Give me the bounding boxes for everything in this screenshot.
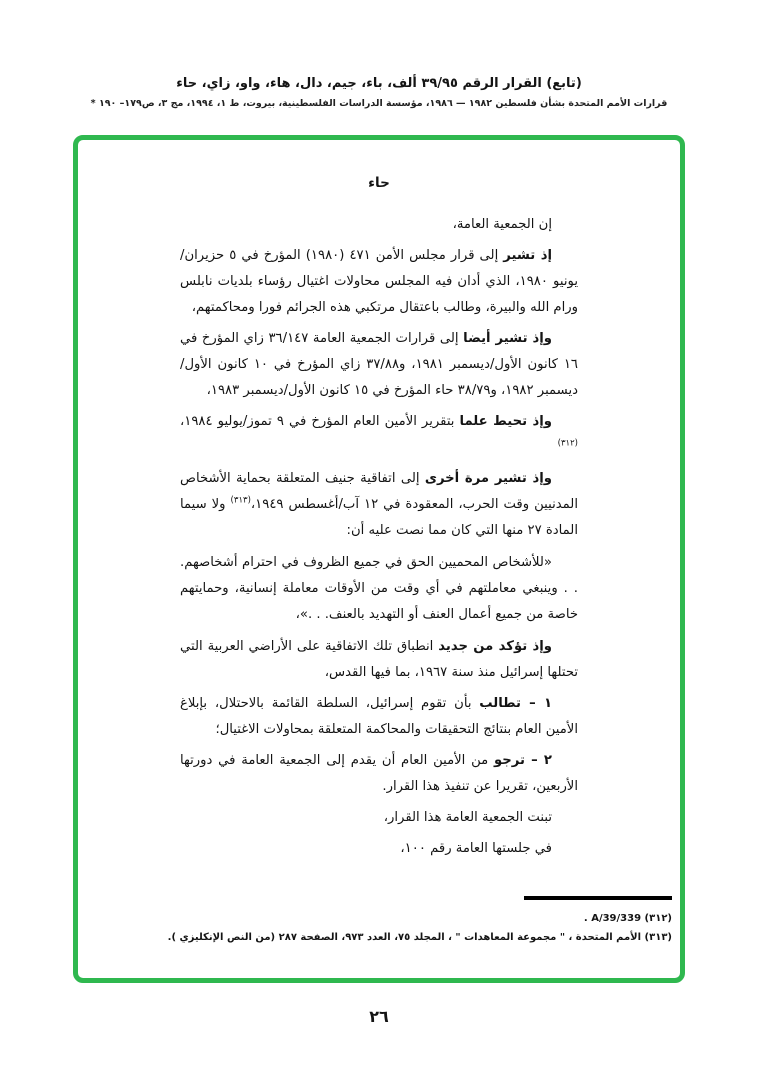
footnote-313 — [86, 928, 672, 947]
paragraph-lead: إذ تشير — [503, 248, 552, 263]
paragraph-text: ولا سيما المادة ٢٧ منها التي كان مما نصت عليه أن: — [180, 497, 578, 538]
footnotes-section — [86, 896, 672, 947]
footnote-divider-rule — [524, 896, 672, 900]
paragraph — [180, 243, 578, 321]
paragraph-text: إلى قرار مجلس الأمن ٤٧١ (١٩٨٠) المؤرخ في ٥ حزيران/يونيو ١٩٨٠، الذي أدان فيه المجلس محاولات اغتيال رؤساء بلديات نابلس ورام الله والبيرة، وطالب باعتقال مرتكبي هذه الجرائم فورا ومحاكمتهم، — [180, 248, 578, 315]
paragraph-text: تبنت الجمعية العامة هذا القرار، — [383, 810, 552, 825]
paragraph — [180, 326, 578, 404]
resolution-title: (تابع) القرار الرقم ٣٩/٩٥ ألف، باء، جيم، دال، هاء، واو، زاي، حاء — [176, 76, 582, 91]
source-citation: قرارات الأمم المتحدة بشأن فلسطين ١٩٨٢ — ١٩٨٦، مؤسسة الدراسات الفلسطينية، بيروت، ط ١، ١٩٩٤، مج ٣، ص١٧٩– ١٩٠ * — [90, 98, 668, 109]
quotation-text: «للأشخاص المحميين الحق في جميع الظروف في احترام أشخاصهم. . . وينبغي معاملتهم في أي وقت من الأوقات معاملة إنسانية، وحمايتهم خاصة من جميع أعمال العنف أو التهديد بالعنف. . .»، — [180, 555, 578, 622]
paragraph-text: إلى قرارات الجمعية العامة ٣٦/١٤٧ زاي المؤرخ في ١٦ كانون الأول/ديسمبر ١٩٨١، و٣٧/٨٨ زاي المؤرخ في ١٠ كانون الأول/ديسمبر ١٩٨٢، و٣٨/٧٩ حاء المؤرخ في ١٥ كانون الأول/ديسمبر ١٩٨٣، — [180, 331, 578, 398]
session-line — [180, 836, 578, 862]
operative-paragraph-2 — [180, 748, 578, 800]
paragraph-lead: تطالب — [479, 696, 521, 711]
opening-line: إن الجمعية العامة، — [452, 217, 552, 232]
footnote-text: الأمم المتحدة ، " مجموعة المعاهدات " ، المجلد ٧٥، العدد ٩٧٣، الصفحة ٢٨٧ (من النص الإنكليزي ). — [167, 932, 642, 943]
section-heading: حاء — [368, 175, 390, 191]
paragraph-text: انطباق تلك الاتفاقية على الأراضي العربية التي تحتلها إسرائيل منذ سنة ١٩٦٧، بما فيها القدس، — [180, 639, 578, 680]
quotation-paragraph — [180, 550, 578, 628]
footnote-marker-312: (٣١٢) — [557, 438, 578, 449]
footnote-marker: (٣١٢) — [644, 913, 672, 924]
page-number: ٢٦ — [369, 1007, 389, 1026]
paragraph-text: من الأمين العام أن يقدم إلى الجمعية العامة في دورتها الأربعين، تقريرا عن تنفيذ هذا القرار. — [180, 753, 578, 794]
resolution-body — [180, 170, 578, 862]
paragraph-text: في جلستها العامة رقم ١٠٠، — [400, 841, 552, 856]
paragraph-text: إلى اتفاقية جنيف المتعلقة بحماية الأشخاص المدنيين وقت الحرب، المعقودة في ١٢ آب/أغسطس ١٩٤٩، — [180, 471, 578, 512]
paragraph — [180, 409, 578, 461]
operative-paragraph-1 — [180, 691, 578, 743]
paragraph-lead: وإذ تشير أيضا — [463, 331, 553, 346]
paragraph-lead: ترجو — [494, 753, 525, 768]
footnote-text: A/39/339 . — [583, 913, 642, 924]
paragraph-lead: وإذ تؤكد من جديد — [438, 639, 552, 654]
paragraph-lead: وإذ تشير مرة أخرى — [424, 471, 552, 486]
paragraph-text: بتقرير الأمين العام المؤرخ في ٩ تموز/يوليو ١٩٨٤، — [180, 414, 460, 429]
page-header — [0, 0, 758, 109]
paragraph — [180, 466, 578, 544]
paragraph-text: بأن تقوم إسرائيل، السلطة القائمة بالاحتلال، بإبلاغ الأمين العام بنتائج التحقيقات والمحاكمة المتعلقة بمحاولات الاغتيال؛ — [180, 696, 578, 737]
paragraph-lead: وإذ تحيط علما — [459, 414, 552, 429]
document-frame — [73, 135, 685, 983]
paragraph — [180, 634, 578, 686]
item-number: ١ – — [520, 696, 552, 711]
item-number: ٢ – — [524, 753, 552, 768]
footnote-312 — [86, 909, 672, 928]
footnote-marker: (٣١٣) — [644, 932, 672, 943]
adoption-line — [180, 805, 578, 831]
footnote-marker-313: (٣١٣) — [230, 495, 251, 506]
